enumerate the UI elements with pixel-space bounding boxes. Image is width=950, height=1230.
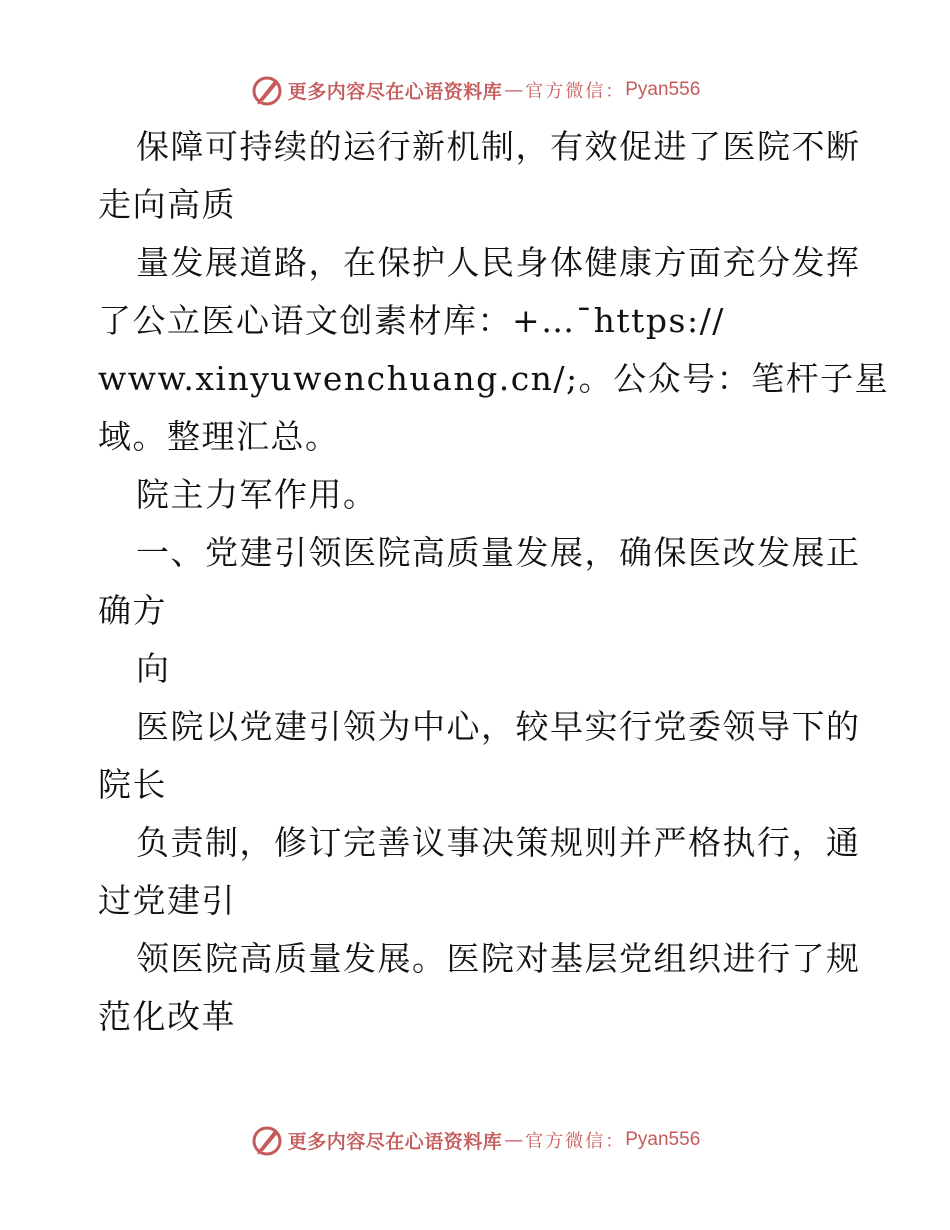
- text-line: www.xinyuwenchuang.cn/;。公众号：笔杆子星: [98, 359, 890, 398]
- text-line: 范化改革: [98, 997, 236, 1036]
- section-heading-continued: 向: [136, 649, 171, 688]
- text-line: 域。整理汇总。: [98, 417, 340, 456]
- watermark-label: 官方微信：: [525, 1131, 626, 1152]
- watermark-wechat-id: Pyan556: [625, 1129, 701, 1150]
- section-heading: 一、党建引领医院高质量发展，确保医改发展正: [136, 533, 861, 572]
- text-line: 领医院高质量发展。医院对基层党组织进行了规: [136, 939, 861, 978]
- quill-seal-logo-icon: [250, 73, 284, 107]
- watermark-separator: —: [504, 79, 524, 101]
- text-line: 了公立医心语文创素材库：+…¯https://: [98, 301, 725, 340]
- quill-seal-logo-icon: [250, 1123, 284, 1157]
- watermark-main-text: 更多内容尽在心语资料库: [287, 1130, 503, 1153]
- text-line: 走向高质: [98, 185, 236, 224]
- text-line: 医院以党建引领为中心，较早实行党委领导下的: [136, 707, 861, 746]
- watermark-main-text: 更多内容尽在心语资料库: [287, 80, 503, 103]
- text-line: 量发展道路，在保护人民身体健康方面充分发挥: [136, 243, 861, 282]
- watermark-wechat-id: Pyan556: [625, 79, 701, 100]
- text-line: 院长: [98, 765, 167, 804]
- header-watermark: [0, 70, 950, 110]
- text-line: 院主力军作用。: [136, 475, 378, 514]
- text-line: 负责制，修订完善议事决策规则并严格执行，通: [136, 823, 861, 862]
- text-line: 过党建引: [98, 881, 236, 920]
- footer-watermark: [0, 1120, 950, 1160]
- watermark-separator: —: [504, 1129, 524, 1151]
- section-heading-continued: 确方: [98, 591, 167, 630]
- document-body: [98, 118, 890, 1046]
- text-line: 保障可持续的运行新机制，有效促进了医院不断: [136, 127, 861, 166]
- watermark-label: 官方微信：: [525, 81, 626, 102]
